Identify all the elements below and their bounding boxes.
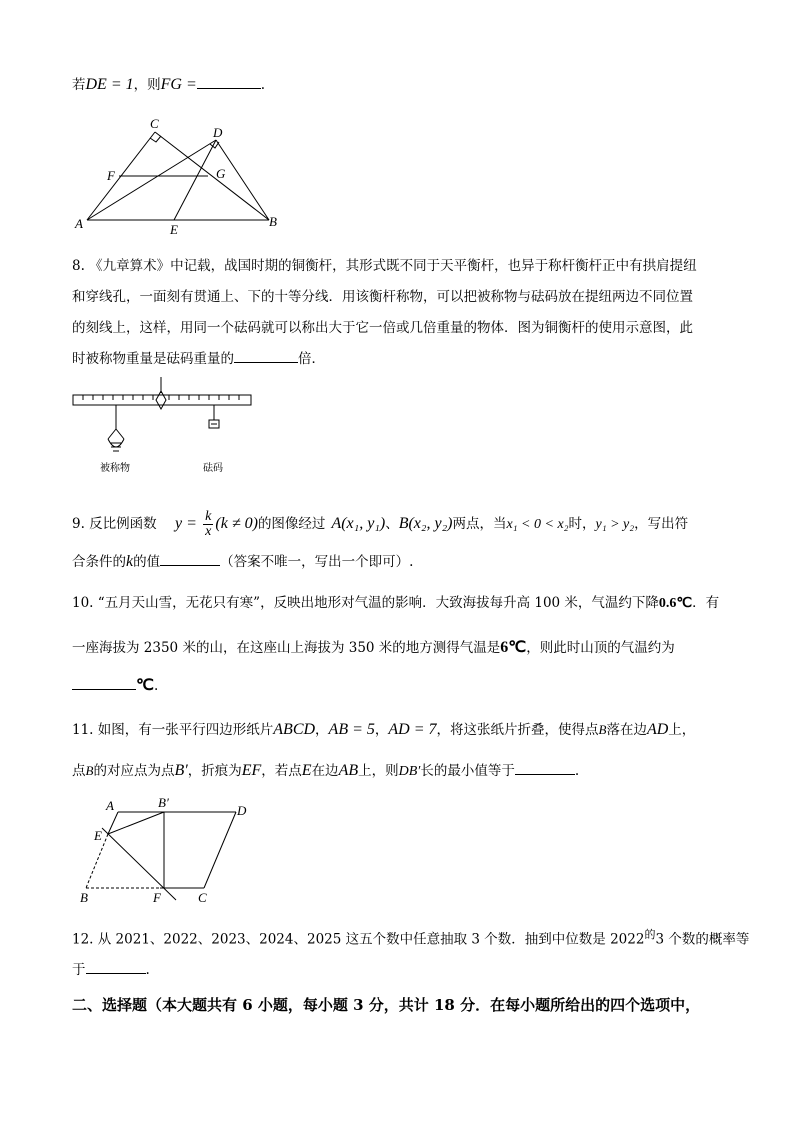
label-F: F [107, 168, 115, 183]
label-E: E [170, 222, 178, 237]
triangle-figure-q7 [70, 112, 290, 238]
label-E: E [94, 828, 102, 843]
label-D: D [213, 125, 223, 140]
label-C: C [150, 116, 159, 131]
q9-line-1: 9. 反比例函数 y = $\frac{k}{x}$ (k ≠ 0)的图像经过 A(x₁, y₁)、B(x₂, y₂)两点，当x₁ < 0 < x₂时，y₁ > y₂，写出符 [72, 509, 689, 539]
label-D: D [237, 803, 247, 818]
answer-blank[interactable] [72, 689, 136, 690]
q11-line-1: 11. 如图，有一张平行四边形纸片ABCD，AB = 5，AD = 7，将这张纸片折叠，使得点B落在边AD上， [72, 721, 696, 738]
answer-blank[interactable] [234, 362, 298, 363]
label-C: C [198, 890, 207, 905]
label-weighed-object: 被称物 [100, 463, 130, 474]
q12-line-2: 于 . [72, 962, 150, 978]
q8-line-3: 的刻线上，这样，用同一个砝码就可以称出大于它一倍或几倍重量的物体．图为铜衡杆的使用示意图，此 [72, 320, 693, 336]
q9-line-2: 合条件的k的值 （答案不唯一，写出一个即可）. [72, 553, 414, 570]
parallelogram-figure-q11 [72, 794, 262, 908]
q10-line-3: ℃. [72, 678, 158, 694]
answer-blank[interactable] [197, 88, 261, 89]
section-heading: 二、选择题（本大题共有 6 小题，每小题 3 分，共计 18 分．在每小题所给出的四个选项中， [72, 996, 701, 1014]
q12-line-1: 12. 从 2021、2022、2023、2024、2025 这五个数中任意抽取 3 个数．抽到中位数是 $2022^的3$ 个数的概率等 [72, 928, 750, 948]
q8-line-4: 时被称物重量是砝码重量的 倍． [72, 351, 325, 367]
q8-line-2: 和穿线孔，一面刻有贯通上、下的十等分线．用该衡杆称物，可以把被称物与砝码放在提纽两边不同位置 [72, 289, 693, 305]
fraction-k-over-x: $\frac{k}{x}$ [205, 509, 212, 539]
q11-line-2: 点B的对应点为点B′，折痕为EF，若点E在边AB上，则DB′长的最小值等于 . [72, 762, 580, 779]
label-A: A [75, 216, 83, 231]
answer-blank[interactable] [160, 565, 220, 566]
label-B-prime: B′ [158, 795, 169, 810]
label-B: B [80, 890, 88, 905]
answer-blank[interactable] [86, 973, 146, 974]
q10-line-1: 10. “五月天山雪，无花只有寒”，反映出地形对气温的影响．大致海拔每升高 100 米，气温约下降0.6℃．有 [72, 595, 720, 611]
label-weight: 砝码 [203, 463, 223, 474]
answer-blank[interactable] [515, 774, 575, 775]
label-A: A [106, 798, 114, 813]
balance-beam-figure [70, 375, 256, 475]
label-F: F [153, 890, 161, 905]
label-B: B [269, 214, 277, 229]
q7-answer-line: 若DE = 1，则FG = . [72, 76, 266, 93]
q8-line-1: 8. 《九章算术》中记载，战国时期的铜衡杆，其形式既不同于天平衡杆，也异于称杆衡杆正中有拱肩提纽 [72, 258, 697, 274]
label-G: G [216, 166, 226, 181]
q10-line-2: 一座海拔为 2350 米的山，在这座山上海拔为 350 米的地方测得气温是6℃，则此时山顶的气温约为 [72, 639, 675, 656]
